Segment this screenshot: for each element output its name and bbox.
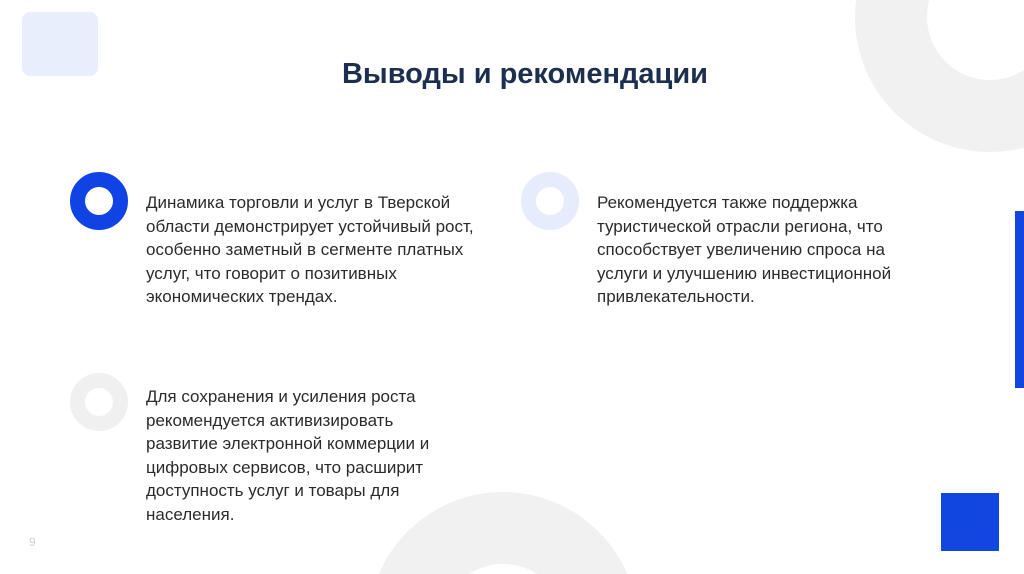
slide-title: Выводы и рекомендации: [341, 58, 709, 90]
decorative-bar: [1015, 211, 1024, 388]
bullet-ring-icon: [70, 172, 128, 230]
recommendation-text: Рекомендуется также поддержка туристической отрасли региона, что способствует увеличению спроса на услуги и улучшению инвестиционной привлекательности.: [597, 193, 892, 306]
decorative-square: [941, 493, 999, 551]
bullet-ring-icon: [521, 172, 579, 230]
recommendation-text: Для сохранения и усиления роста рекомендуется активизировать развитие электронной коммерции и цифровых сервисов, что расширит доступность услуг и товары для населения.: [146, 387, 430, 524]
conclusion-text: Динамика торговли и услуг в Тверской области демонстрирует устойчивый рост, особенно заметный в сегменте платных услуг, что говорит о позитивных экономических трендах.: [146, 193, 474, 306]
bullet-ring-icon: [70, 373, 128, 431]
page-number: 9: [29, 535, 36, 549]
